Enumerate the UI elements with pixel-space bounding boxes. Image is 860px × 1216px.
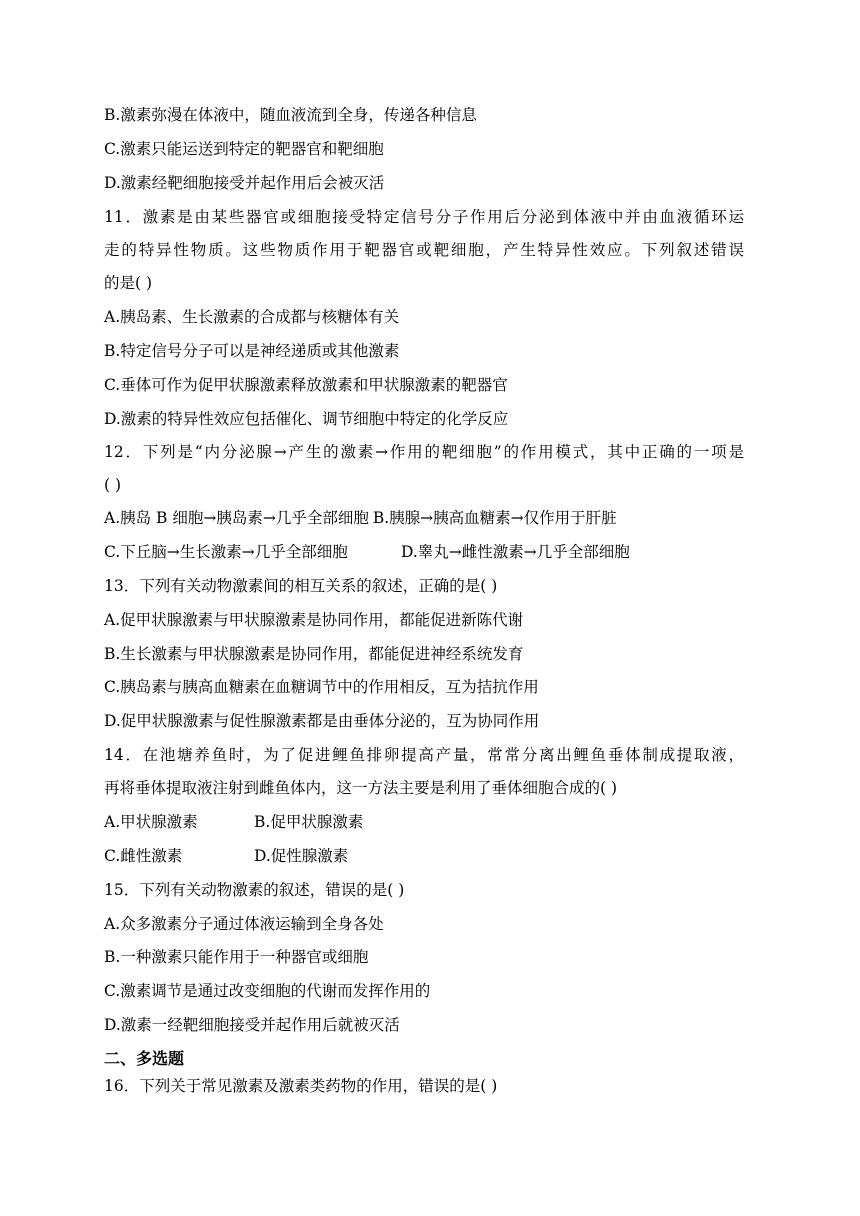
q11-stem-line-3: 的是( ) (104, 274, 153, 292)
q12-option-a: A.胰岛 B 细胞→胰岛素→几乎全部细胞 (104, 509, 369, 527)
q13-option-b: B.生长激素与甲状腺激素是协同作用，都能促进神经系统发育 (104, 645, 524, 663)
q14-options-row-2 (104, 845, 348, 867)
q11-option-c: C.垂体可作为促甲状腺激素释放激素和甲状腺激素的靶器官 (104, 376, 508, 394)
q13-stem: 13．下列有关动物激素间的相互关系的叙述，正确的是( ) (104, 577, 498, 595)
q11-option-a: A.胰岛素、生长激素的合成都与核糖体有关 (104, 308, 400, 326)
q14-option-a: A.甲状腺激素 (104, 813, 198, 831)
q10-option-c: C.激素只能运送到特定的靶器官和靶细胞 (104, 140, 384, 158)
section-heading-multiple-choice: 二、多选题 (104, 1049, 185, 1068)
q14-option-d: D.促性腺激素 (254, 847, 349, 865)
q10-option-b: B.激素弥漫在体液中，随血液流到全身，传递各种信息 (104, 106, 477, 124)
q13-option-d: D.促甲状腺激素与促性腺激素都是由垂体分泌的，互为协同作用 (104, 712, 540, 730)
q12-options-row-1 (104, 507, 617, 529)
q13-option-c: C.胰岛素与胰高血糖素在血糖调节中的作用相反，互为拮抗作用 (104, 678, 539, 696)
q14-options-row-1 (104, 811, 363, 833)
q12-stem-line-1: 12．下列是“内分泌腺→产生的激素→作用的靶细胞”的作用模式，其中正确的一项是 (104, 443, 744, 461)
q15-option-b: B.一种激素只能作用于一种器官或细胞 (104, 948, 369, 966)
q13-option-a: A.促甲状腺激素与甲状腺激素是协同作用，都能促进新陈代谢 (104, 611, 524, 629)
q12-option-c: C.下丘脑→生长激素→几乎全部细胞 (104, 543, 348, 561)
q11-stem-line-2: 走的特异性物质。这些物质作用于靶器官或靶细胞，产生特异性效应。下列叙述错误 (104, 241, 744, 259)
q11-stem-line-1: 11．激素是由某些器官或细胞接受特定信号分子作用后分泌到体液中并由血液循环运 (104, 208, 744, 226)
q14-option-b: B.促甲状腺激素 (254, 813, 364, 831)
q10-option-d: D.激素经靶细胞接受并起作用后会被灭活 (104, 174, 385, 192)
q12-option-b: B.胰腺→胰高血糖素→仅作用于肝脏 (372, 509, 617, 527)
q14-stem-line-2: 再将垂体提取液注射到雌鱼体内，这一方法主要是利用了垂体细胞合成的( ) (104, 779, 618, 797)
q15-option-c: C.激素调节是通过改变细胞的代谢而发挥作用的 (104, 982, 431, 1000)
q12-option-d: D.睾丸→雌性激素→几乎全部细胞 (401, 543, 630, 561)
q15-stem: 15．下列有关动物激素的叙述，错误的是( ) (104, 881, 405, 899)
q12-options-row-2 (104, 541, 630, 563)
q16-stem: 16．下列关于常见激素及激素类药物的作用，错误的是( ) (104, 1077, 498, 1095)
q14-option-c: C.雌性激素 (104, 847, 183, 865)
q11-option-b: B.特定信号分子可以是神经递质或其他激素 (104, 342, 400, 360)
q11-option-d: D.激素的特异性效应包括催化、调节细胞中特定的化学反应 (104, 410, 509, 428)
q12-stem-line-2: ( ) (104, 476, 122, 494)
q15-option-a: A.众多激素分子通过体液运输到全身各处 (104, 915, 384, 933)
q15-option-d: D.激素一经靶细胞接受并起作用后就被灭活 (104, 1016, 400, 1034)
q14-stem-line-1: 14．在池塘养鱼时，为了促进鲤鱼排卵提高产量，常常分离出鲤鱼垂体制成提取液， (104, 746, 744, 764)
